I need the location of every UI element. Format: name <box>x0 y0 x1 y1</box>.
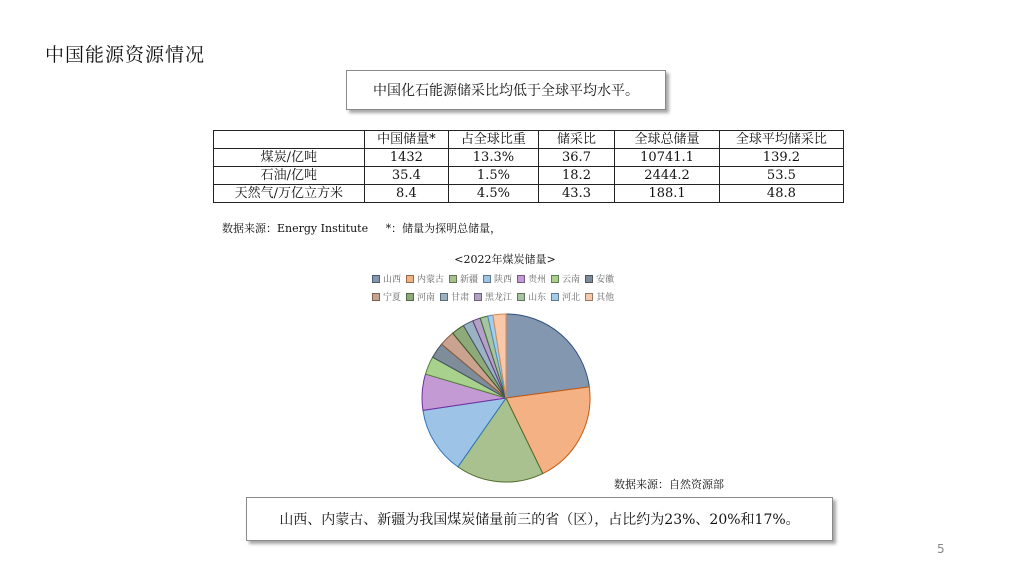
table-cell: 煤炭/亿吨 <box>214 149 365 167</box>
table-header-cell: 占全球比重 <box>449 131 539 149</box>
table-header-cell: 中国储量* <box>364 131 449 149</box>
table-cell: 石油/亿吨 <box>214 167 365 185</box>
legend-label: 新疆 <box>460 275 479 285</box>
table-cell: 2444.2 <box>615 167 720 185</box>
table-cell: 35.4 <box>364 167 449 185</box>
table-cell: 13.3% <box>449 149 539 167</box>
legend-label: 内蒙古 <box>417 275 445 285</box>
chart-title: <2022年煤炭储量> <box>454 253 556 266</box>
table-cell: 1.5% <box>449 167 539 185</box>
table-cell: 43.3 <box>538 185 615 203</box>
table-cell: 4.5% <box>449 185 539 203</box>
legend-label: 山西 <box>383 275 402 285</box>
page-title: 中国能源资源情况 <box>45 44 206 66</box>
callout-bottom-text: 山西、内蒙古、新疆为我国煤炭储量前三的省（区），占比约为23%、20%和17%。 <box>279 512 800 528</box>
table-header-cell: 储采比 <box>538 131 615 149</box>
legend-label: 其他 <box>596 293 615 303</box>
legend-label: 河南 <box>417 293 436 303</box>
table-cell: 8.4 <box>364 185 449 203</box>
table-cell: 天然气/万亿立方米 <box>214 185 365 203</box>
table-cell: 188.1 <box>615 185 720 203</box>
table-cell: 10741.1 <box>615 149 720 167</box>
table-cell: 18.2 <box>538 167 615 185</box>
legend-label: 宁夏 <box>383 293 402 303</box>
table-header-cell: 全球平均储采比 <box>719 131 843 149</box>
callout-top-text: 中国化石能源储采比均低于全球平均水平。 <box>373 83 639 99</box>
table-header-cell: 全球总储量 <box>615 131 720 149</box>
legend-label: 贵州 <box>528 275 547 285</box>
page-number: 5 <box>937 542 945 556</box>
table-cell: 36.7 <box>538 149 615 167</box>
chart-source-note: 数据来源：自然资源部 <box>614 478 724 491</box>
table-cell: 48.8 <box>719 185 843 203</box>
legend-label: 陕西 <box>494 275 513 285</box>
legend-label: 甘肃 <box>451 293 470 303</box>
legend-label: 河北 <box>562 293 581 303</box>
table-cell: 53.5 <box>719 167 843 185</box>
table-cell: 1432 <box>364 149 449 167</box>
legend-label: 安徽 <box>596 275 615 285</box>
pie-slice-山西 <box>506 314 589 398</box>
table-cell: 139.2 <box>719 149 843 167</box>
callout-bottom <box>246 497 833 541</box>
table-source-note: 数据来源：Energy Institute *：储量为探明总储量， <box>222 222 502 235</box>
legend-label: 山东 <box>528 293 547 303</box>
legend-label: 黑龙江 <box>485 293 513 303</box>
legend-label: 云南 <box>562 275 581 285</box>
